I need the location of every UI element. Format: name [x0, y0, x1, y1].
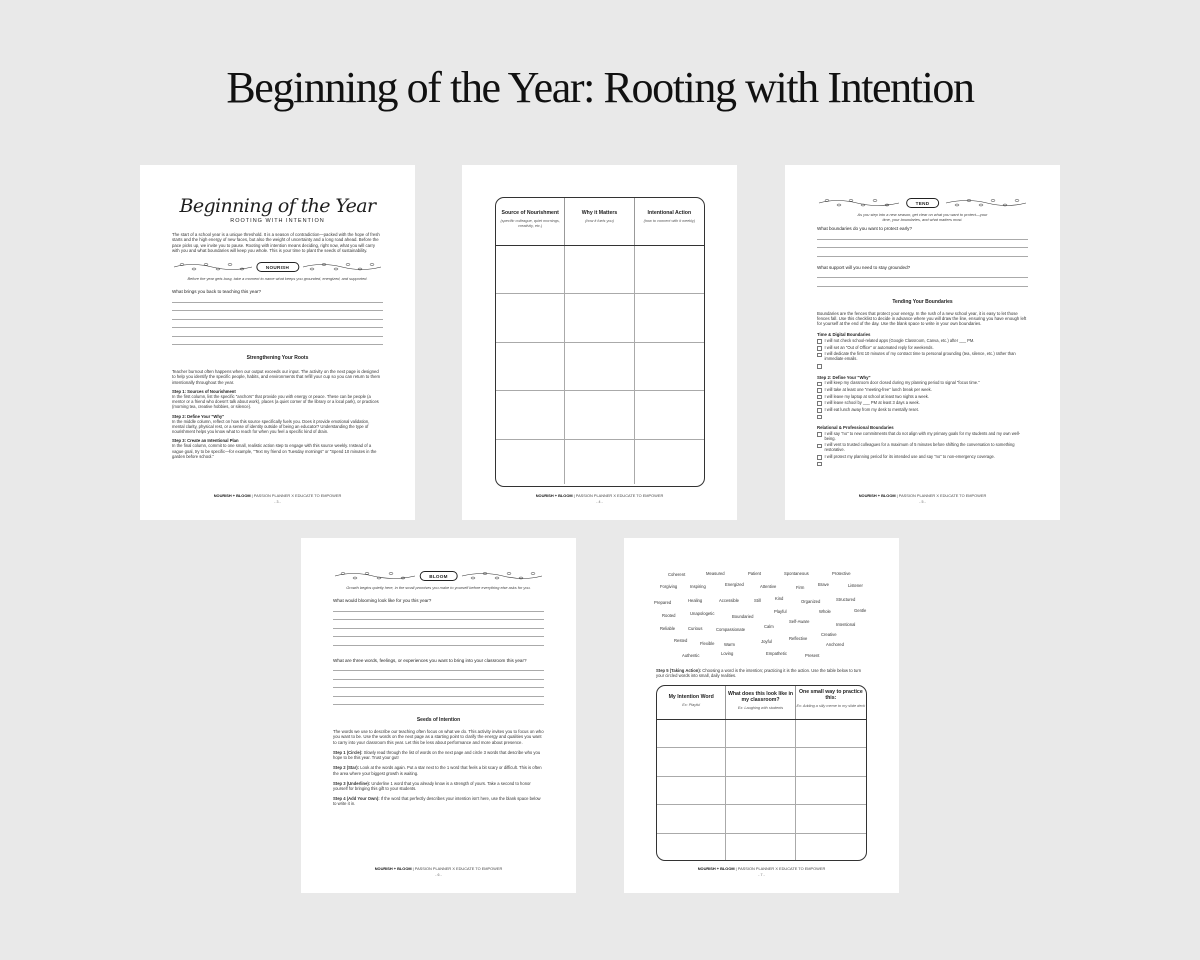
checkbox[interactable]	[817, 395, 822, 400]
writing-line[interactable]	[172, 337, 383, 346]
nourishment-table	[495, 197, 705, 487]
section-paragraph: The words we use to describe our teaching often focus on what we do. This activity invites you to focus on who you want to be. Use the words on the next page as a starting point to clarify the energy and qualities you want to carry into your classroom this year. Let this be less about performance and more about presence.	[333, 729, 544, 745]
table-cell[interactable]	[635, 246, 704, 293]
table-cell[interactable]	[796, 720, 866, 747]
column-header-why	[565, 198, 634, 245]
checklist-item	[817, 346, 1028, 351]
table-cell[interactable]	[796, 834, 866, 860]
writing-line[interactable]	[333, 671, 544, 680]
table-cell[interactable]	[496, 440, 565, 484]
step-heading: Step 2: Define Your "Why"	[172, 413, 225, 419]
planner-page-7	[624, 538, 899, 893]
step-heading: Step 5 (Taking Action):	[656, 668, 702, 673]
word-option[interactable]: Still	[754, 598, 761, 603]
step5-paragraph	[656, 668, 867, 678]
column-title: What does this look like in my classroom?	[727, 691, 794, 703]
column-header-action	[635, 198, 704, 245]
checkbox[interactable]	[817, 339, 822, 344]
column-header-practice	[796, 686, 866, 719]
word-option[interactable]: Patient	[748, 571, 762, 576]
word-option[interactable]: Curious	[688, 626, 703, 631]
word-option[interactable]: Healing	[688, 598, 703, 603]
table-row	[496, 343, 704, 391]
writing-line[interactable]	[172, 294, 383, 303]
page-subtitle: ROOTING WITH INTENTION	[230, 218, 325, 224]
checkbox[interactable]	[817, 382, 822, 387]
word-option[interactable]: Protective	[832, 571, 851, 576]
word-option[interactable]: Reflective	[789, 636, 808, 641]
table-row	[496, 440, 704, 484]
step-heading: Step 3 (Underline):	[333, 780, 371, 786]
checklist-item	[817, 414, 1028, 419]
table-cell[interactable]	[726, 805, 795, 832]
table-header	[496, 198, 704, 246]
question-blooming: What would blooming look like for you this year?	[333, 598, 432, 603]
table-cell[interactable]	[796, 777, 866, 804]
planner-page-4	[462, 165, 737, 520]
checklist-text: I will protect my planning period for its intended use and say "no" to non-emergency coverage.	[824, 453, 995, 459]
checklist-text: I will take at least one "meeting-free" lunch break per week.	[824, 386, 932, 392]
writing-line[interactable]	[333, 680, 544, 689]
step-heading: Step 2 (Star):	[333, 765, 360, 771]
page-footer	[624, 866, 899, 871]
planner-page-6	[301, 538, 576, 893]
nourish-badge: NOURISH	[256, 262, 299, 272]
writing-line[interactable]	[333, 688, 544, 697]
column-subtitle: Ex: Laughing with students	[737, 706, 784, 710]
word-option[interactable]: Rooted	[662, 613, 676, 618]
nourish-divider	[172, 261, 383, 273]
checkbox[interactable]	[817, 388, 822, 393]
bloom-badge: BLOOM	[419, 571, 458, 581]
checklist-heading: Time & Digital Boundaries	[817, 332, 871, 338]
checklist-heading: Step 2: Define Your "Why"	[817, 374, 871, 380]
writing-line[interactable]	[817, 240, 1028, 249]
planner-page-3	[140, 165, 415, 520]
word-option[interactable]: Whole	[819, 609, 831, 614]
word-option[interactable]: Gentle	[854, 608, 867, 613]
question-teaching: What brings you back to teaching this year?	[172, 289, 262, 295]
checkbox[interactable]	[817, 346, 822, 351]
footer-rest: | PASSION PLANNER X EDUCATE TO EMPOWER	[895, 493, 987, 498]
step-heading: Step 1 (Circle):	[333, 749, 363, 755]
section-heading: Tending Your Boundaries	[892, 298, 953, 305]
checkbox[interactable]	[817, 462, 822, 467]
table-cell[interactable]	[726, 720, 795, 747]
word-option[interactable]: Listener	[848, 583, 863, 588]
planner-page-5	[785, 165, 1060, 520]
word-option[interactable]: Prepared	[654, 600, 672, 605]
table-row	[657, 834, 866, 860]
word-option[interactable]: Inspiring	[690, 584, 706, 589]
word-option[interactable]: Accessible	[719, 598, 740, 603]
checklist-item	[817, 364, 1028, 369]
table-cell[interactable]	[496, 343, 565, 390]
word-option[interactable]: Reliable	[660, 626, 676, 631]
footer-brand: NOURISH + BLOOM	[697, 866, 735, 871]
column-header-looks-like	[726, 686, 795, 719]
word-option[interactable]: Attentive	[760, 584, 777, 589]
writing-line[interactable]	[817, 248, 1028, 257]
page-number: - 4 -	[596, 500, 603, 504]
table-cell[interactable]	[565, 391, 634, 438]
word-option[interactable]: Energized	[725, 582, 744, 587]
word-option[interactable]: Anchored	[826, 642, 844, 647]
question-three-words: What are three words, feelings, or experiences you want to bring into your classroom this year?	[333, 657, 527, 663]
writing-lines	[172, 294, 383, 345]
question-support: What support will you need to stay grounded?	[817, 264, 911, 270]
table-row	[496, 294, 704, 342]
checklist-text: I will dedicate the first 10 minutes of my contract time to personal grounding (tea, silence, etc.) rather than immediate emails.	[824, 351, 1016, 362]
word-option[interactable]: Structured	[836, 597, 856, 602]
footer-brand: NOURISH + BLOOM	[374, 866, 412, 871]
checklist-item	[817, 461, 1028, 466]
bloom-divider	[333, 570, 544, 582]
column-title: Intentional Action	[647, 210, 692, 216]
page-number: - 7 -	[758, 873, 765, 877]
checklist-text: I will eat lunch away from my desk to mentally reset.	[824, 406, 919, 412]
table-cell[interactable]	[657, 720, 726, 747]
word-option[interactable]: Rested	[674, 638, 688, 643]
checklist-text: I will not check school-related apps (Google Classroom, Canva, etc.) after ___ PM.	[824, 338, 975, 344]
word-option[interactable]: Playful	[774, 609, 787, 614]
step-heading: Step 3: Create an Intentional Plan	[172, 438, 239, 444]
column-subtitle: Ex: Playful	[682, 703, 701, 707]
word-option[interactable]: Calm	[764, 624, 774, 629]
table-cell[interactable]	[726, 748, 795, 775]
column-title: Source of Nourishment	[501, 210, 559, 216]
writing-line[interactable]	[172, 303, 383, 312]
word-option[interactable]: Joyful	[761, 639, 772, 644]
page-number: - 3 -	[274, 500, 281, 504]
table-cell[interactable]	[635, 343, 704, 390]
question-boundaries: What boundaries do you want to protect early?	[817, 226, 912, 231]
step-body: In the middle column, reflect on how this source specifically fuels you. Does it provide emotional validation, mental clarity, physical rest, or a sense of identity outside of being an educator? Understanding the type of nourishment helps you know what to reach for when you feel a specific kind of drain.	[172, 418, 370, 435]
step-heading: Step 1: Sources of Nourishment	[172, 389, 236, 395]
checklist-item	[817, 388, 1028, 393]
table-cell[interactable]	[635, 294, 704, 341]
checkbox[interactable]	[817, 364, 822, 369]
writing-line[interactable]	[333, 620, 544, 629]
word-cloud	[624, 538, 899, 668]
writing-line[interactable]	[817, 278, 1028, 287]
word-option[interactable]: Forgiving	[660, 584, 678, 589]
checklist-text: I will vent to trusted colleagues for a maximum of 5 minutes before shifting the conversation to something restorative.	[824, 442, 1015, 453]
intention-table	[656, 685, 867, 861]
checklist-item	[817, 455, 1028, 460]
footer-brand: NOURISH + BLOOM	[858, 493, 896, 498]
table-cell[interactable]	[657, 748, 726, 775]
checklist-item	[817, 381, 1028, 386]
step-paragraph	[333, 796, 544, 806]
writing-line[interactable]	[817, 270, 1028, 279]
word-option[interactable]: Compassionate	[716, 627, 746, 632]
checklist-item	[817, 401, 1028, 406]
checkbox[interactable]	[817, 455, 822, 460]
step-paragraph	[333, 765, 544, 775]
table-cell[interactable]	[635, 391, 704, 438]
writing-line[interactable]	[333, 637, 544, 646]
checklist-text: I will say "no" to new commitments that do not align with my primary goals for my students and my own well-being.	[824, 430, 1021, 441]
section-paragraph: Boundaries are the fences that protect your energy. In the rush of a new school year, it is easy to let those fences fall. Use this checklist to decide in advance where you will draw the line, ensuring you have enough left for yourself at the end of the day. Use the blank space to write in your own boundaries.	[817, 310, 1027, 327]
column-subtitle: (specific colleague, quiet mornings, creativity, etc.)	[500, 219, 560, 228]
table-cell[interactable]	[657, 805, 726, 832]
checkbox[interactable]	[817, 401, 822, 406]
writing-line[interactable]	[172, 328, 383, 337]
checklist-text: I will set an "Out of Office" or automated reply for weekends.	[824, 344, 934, 350]
table-header	[657, 686, 866, 720]
step-paragraph	[333, 750, 544, 760]
checklist-item	[817, 432, 1028, 442]
word-option[interactable]: Warm	[724, 642, 736, 647]
step-body: Look at the words again. Put a star next to the 1 word that feels a bit scary or difficult. This is often the area where your biggest growth is waiting.	[333, 765, 542, 776]
column-header-word	[657, 686, 726, 719]
step-body: Slowly read through the list of words on the next page and circle 3 words that describe who you hope to be this year. Trust your gut!	[333, 749, 541, 761]
writing-line[interactable]	[333, 612, 544, 621]
table-row	[496, 246, 704, 294]
footer-brand: NOURISH + BLOOM	[535, 493, 573, 498]
table-row	[657, 748, 866, 776]
main-title: Beginning of the Year: Rooting with Intention	[226, 63, 974, 112]
tend-note: As you step into a new season, get clear on what you want to protect—your time, your boundaries, and what matters most.	[857, 212, 988, 222]
word-option[interactable]: Boundaried	[732, 614, 754, 619]
checklist-item	[817, 443, 1028, 453]
column-subtitle: Ex: Adding a silly meme to my slide deck	[796, 704, 866, 708]
word-option[interactable]: Brave	[818, 582, 829, 587]
page-number: - 5 -	[919, 500, 926, 504]
page-number: - 6 -	[435, 873, 442, 877]
checkbox[interactable]	[817, 408, 822, 413]
table-cell[interactable]	[726, 777, 795, 804]
checkbox[interactable]	[817, 353, 822, 358]
checkbox[interactable]	[817, 432, 822, 437]
checklist-item	[817, 352, 1028, 362]
word-option[interactable]: Kind	[775, 596, 784, 601]
table-cell[interactable]	[657, 834, 726, 860]
checkbox[interactable]	[817, 415, 822, 420]
page-footer	[140, 493, 415, 498]
word-option[interactable]: Measured	[706, 571, 725, 576]
word-option[interactable]: Spontaneous	[784, 571, 809, 576]
word-option[interactable]: Empathetic	[766, 651, 787, 656]
word-option[interactable]: Flexible	[700, 641, 715, 646]
checklist-text: I will leave school by ___ PM at least 3 days a week.	[824, 400, 920, 406]
column-title: One small way to practice this:	[798, 689, 863, 701]
page-footer	[462, 493, 737, 498]
checklist-text: I will leave my laptop at school at least two nights a week.	[824, 393, 929, 399]
bloom-note: Growth begins quietly here, in the small promises you make to yourself before everything else asks for you.	[346, 585, 531, 590]
column-title: My Intention Word	[668, 694, 714, 700]
table-cell[interactable]	[796, 805, 866, 832]
writing-line[interactable]	[333, 663, 544, 672]
nourish-note: Before the year gets busy, take a moment to name what keeps you grounded, energized, and supported.	[187, 276, 368, 282]
page-footer	[785, 493, 1060, 498]
intro-paragraph: The start of a school year is a unique threshold. It is a season of contradiction—packed with the hope of fresh starts and the high energy of new faces, but also the weight of uncertainty and a long road ahead. Before the pace picks up, we invite you to pause. Rooting with intention means deciding, right now, what you will carry with you and what boundaries will keep you whole. This is your time to plant the seeds of sustainability.	[172, 232, 380, 253]
table-cell[interactable]	[565, 294, 634, 341]
checklist-item	[817, 408, 1028, 413]
footer-rest: | PASSION PLANNER X EDUCATE TO EMPOWER	[572, 493, 664, 498]
writing-line[interactable]	[172, 311, 383, 320]
table-cell[interactable]	[496, 391, 565, 438]
word-option[interactable]: Organized	[801, 599, 821, 604]
tend-badge: TEND	[906, 198, 940, 208]
table-cell[interactable]	[565, 246, 634, 293]
table-row	[496, 391, 704, 439]
section-paragraph: Teacher burnout often happens when our output exceeds our input. The activity on the next page is designed to help you identify the specific people, habits, and environments that refill your cup so you can return to them intentionally throughout the year.	[172, 369, 381, 385]
word-option[interactable]: Firm	[796, 585, 805, 590]
footer-rest: | PASSION PLANNER X EDUCATE TO EMPOWER	[734, 866, 826, 871]
footer-rest: | PASSION PLANNER X EDUCATE TO EMPOWER	[250, 493, 342, 498]
footer-brand: NOURISH + BLOOM	[213, 493, 251, 498]
section-heading: Strengthening Your Roots	[246, 355, 309, 362]
table-row	[657, 720, 866, 748]
word-option[interactable]: Unapologetic	[690, 611, 715, 616]
section-heading: Seeds of Intention	[416, 717, 461, 723]
step-paragraph	[333, 781, 544, 791]
checkbox[interactable]	[817, 444, 822, 449]
writing-line[interactable]	[333, 629, 544, 638]
column-header-source	[496, 198, 565, 245]
table-row	[657, 777, 866, 805]
table-cell[interactable]	[565, 440, 634, 484]
steps-list	[172, 389, 383, 459]
table-cell[interactable]	[726, 834, 795, 860]
table-cell[interactable]	[635, 440, 704, 484]
step-body: Underline 1 word that you already know is a strength of yours. Take a second to honor yourself for bringing this gift to your students.	[333, 780, 531, 791]
page-footer	[301, 866, 576, 871]
word-option[interactable]: Authentic	[682, 653, 700, 658]
step-body: In the final column, commit to one small, realistic action step to engage with this source weekly. Instead of a vague goal, try to be specific—for example, "Text my friend on Tuesday mornings" or "Spend 10 minutes in the garden before school."	[172, 443, 377, 459]
table-cell[interactable]	[796, 748, 866, 775]
column-subtitle: (how it fuels you)	[585, 219, 614, 223]
checklist-heading: Relational & Professional Boundaries	[817, 425, 894, 431]
word-option[interactable]: Loving	[721, 651, 734, 656]
word-option[interactable]: Self-Aware	[789, 619, 810, 624]
page-script-title: Beginning of the Year	[179, 195, 376, 217]
checklist-item	[817, 395, 1028, 400]
word-option[interactable]: Present	[805, 653, 820, 658]
checklist-item	[817, 339, 1028, 344]
table-row	[657, 805, 866, 833]
word-option[interactable]: Intentional	[836, 622, 856, 627]
checklist-text: I will keep my classroom door closed during my planning period to signal "focus time."	[824, 380, 980, 386]
table-cell[interactable]	[496, 246, 565, 293]
table-cell[interactable]	[657, 777, 726, 804]
step-body: In the first column, list the specific "anchors" that provide you with energy or peace. These can be people (a mentor or a friend who doesn't talk about work), places (a quiet corner of the library or a local park), or practices (morning tea, creative hobbies, or silence).	[172, 394, 379, 410]
writing-line[interactable]	[333, 603, 544, 612]
word-option[interactable]: Creative	[821, 632, 837, 637]
step-body: If the word that perfectly describes your intention isn't here, use the blank space below to write it in.	[333, 796, 541, 807]
table-cell[interactable]	[496, 294, 565, 341]
writing-line[interactable]	[333, 697, 544, 706]
step-heading: Step 4 (Add Your Own):	[333, 796, 380, 802]
writing-line[interactable]	[817, 231, 1028, 240]
word-option[interactable]: Coherent	[668, 572, 686, 577]
column-subtitle: (how to connect with it weekly)	[643, 219, 696, 223]
table-cell[interactable]	[565, 343, 634, 390]
footer-rest: | PASSION PLANNER X EDUCATE TO EMPOWER	[411, 866, 503, 871]
step-body: Choosing a word is the intention; practicing it is the action. Use the table below to turn your circled words into small, daily realities.	[656, 668, 862, 679]
tend-divider	[817, 197, 1028, 209]
column-title: Why it Matters	[581, 210, 618, 216]
writing-line[interactable]	[172, 320, 383, 329]
